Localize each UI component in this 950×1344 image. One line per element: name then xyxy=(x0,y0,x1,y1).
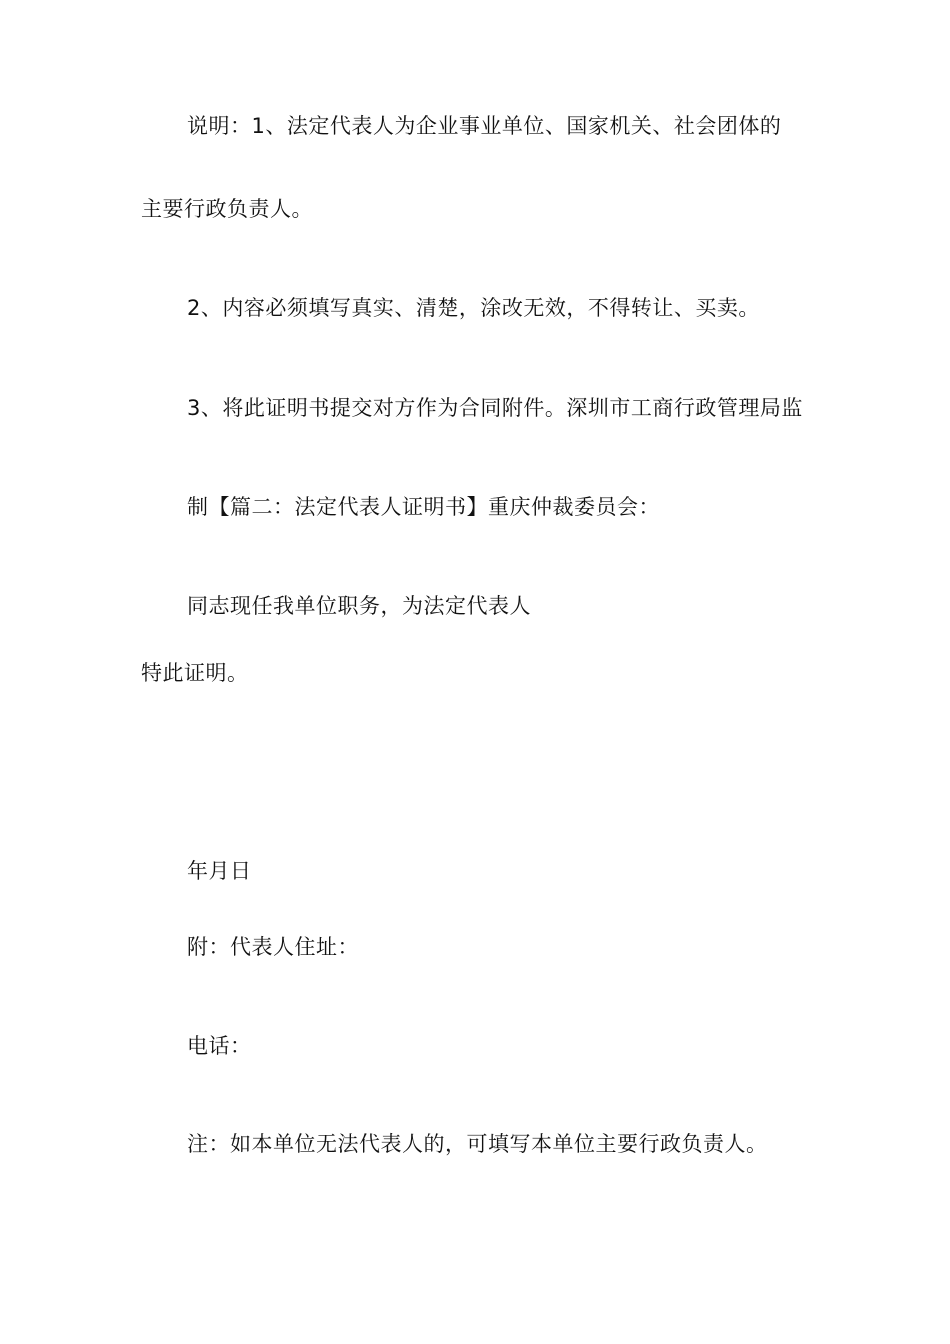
certification-body: 同志现任我单位职务，为法定代表人 xyxy=(187,594,531,618)
phone-line: 电话： xyxy=(187,1034,252,1058)
note-item-3: 3、将此证明书提交对方作为合同附件。深圳市工商行政管理局监 xyxy=(187,396,803,420)
date-line: 年月日 xyxy=(187,859,252,883)
certification-closing: 特此证明。 xyxy=(141,661,249,685)
note-item-2: 2、内容必须填写真实、清楚，涂改无效，不得转让、买卖。 xyxy=(187,296,760,320)
section-heading-line: 制【篇二：法定代表人证明书】重庆仲裁委员会： xyxy=(187,495,660,519)
address-line: 附：代表人住址： xyxy=(187,935,359,959)
note-item-1-continued: 主要行政负责人。 xyxy=(141,197,313,221)
note-item-1: 说明：1、法定代表人为企业事业单位、国家机关、社会团体的 xyxy=(187,114,782,138)
remark-line: 注：如本单位无法代表人的，可填写本单位主要行政负责人。 xyxy=(187,1132,768,1156)
